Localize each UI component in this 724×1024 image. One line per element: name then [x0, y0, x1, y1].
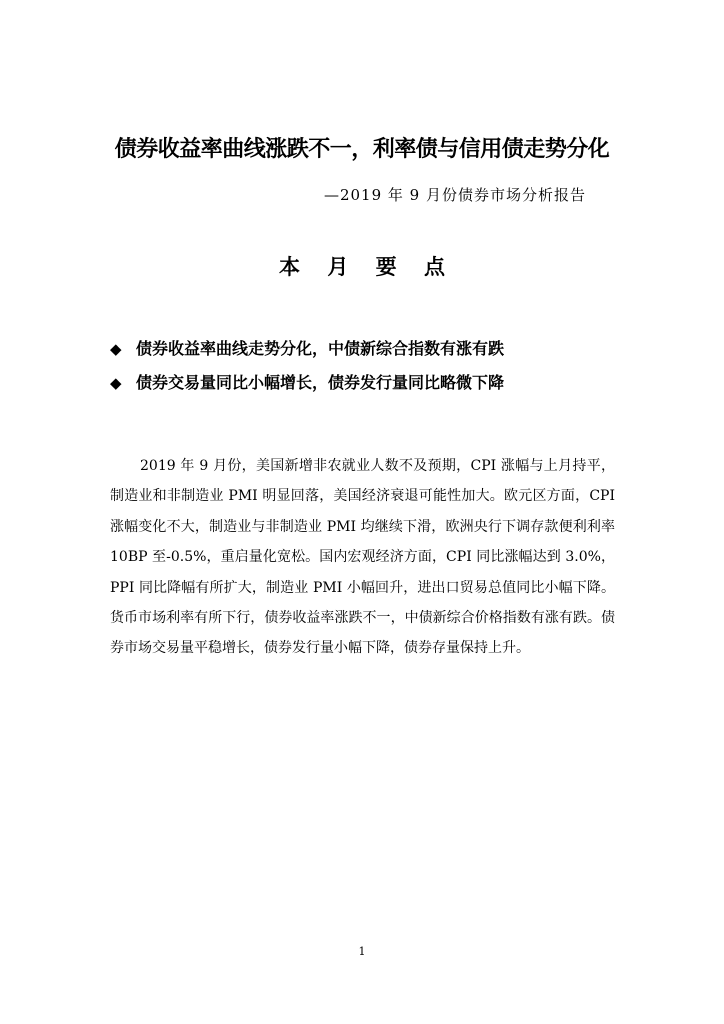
highlight-text: 债券收益率曲线走势分化，中债新综合指数有涨有跌: [136, 339, 505, 358]
diamond-bullet-icon: ◆: [110, 340, 122, 358]
page-number: 1: [358, 945, 366, 958]
summary-paragraph: 2019 年 9 月份，美国新增非农就业人数不及预期，CPI 涨幅与上月持平，制造业和非制造业 PMI 明显回落，美国经济衰退可能性加大。欧元区方面，CPI 涨幅变化不大，制造业与非制造业 PMI 均继续下滑，欧洲央行下调存款便利利率 10BP 至-0.5%，重启量化宽松。国内宏观经济方面，CPI 同比涨幅达到 3.0%，PPI 同比降幅有所扩大，制造业 PMI 小幅回升，进出口贸易总值同比小幅下降。货币市场利率有所下行，债券收益率涨跌不一，中债新综合价格指数有涨有跌。债券市场交易量平稳增长，债券发行量小幅下降，债券存量保持上升。: [110, 458, 615, 657]
highlight-item: [110, 334, 630, 368]
report-subtitle: —2019 年 9 月份债券市场分析报告: [323, 186, 586, 204]
highlight-item: [110, 368, 630, 402]
section-heading: 本 月 要 点: [279, 255, 455, 279]
diamond-bullet-icon: ◆: [110, 374, 122, 392]
report-title: 债券收益率曲线涨跌不一，利率债与信用债走势分化: [114, 137, 610, 162]
highlight-text: 债券交易量同比小幅增长，债券发行量同比略微下降: [136, 373, 505, 392]
highlights-list: [110, 334, 630, 402]
